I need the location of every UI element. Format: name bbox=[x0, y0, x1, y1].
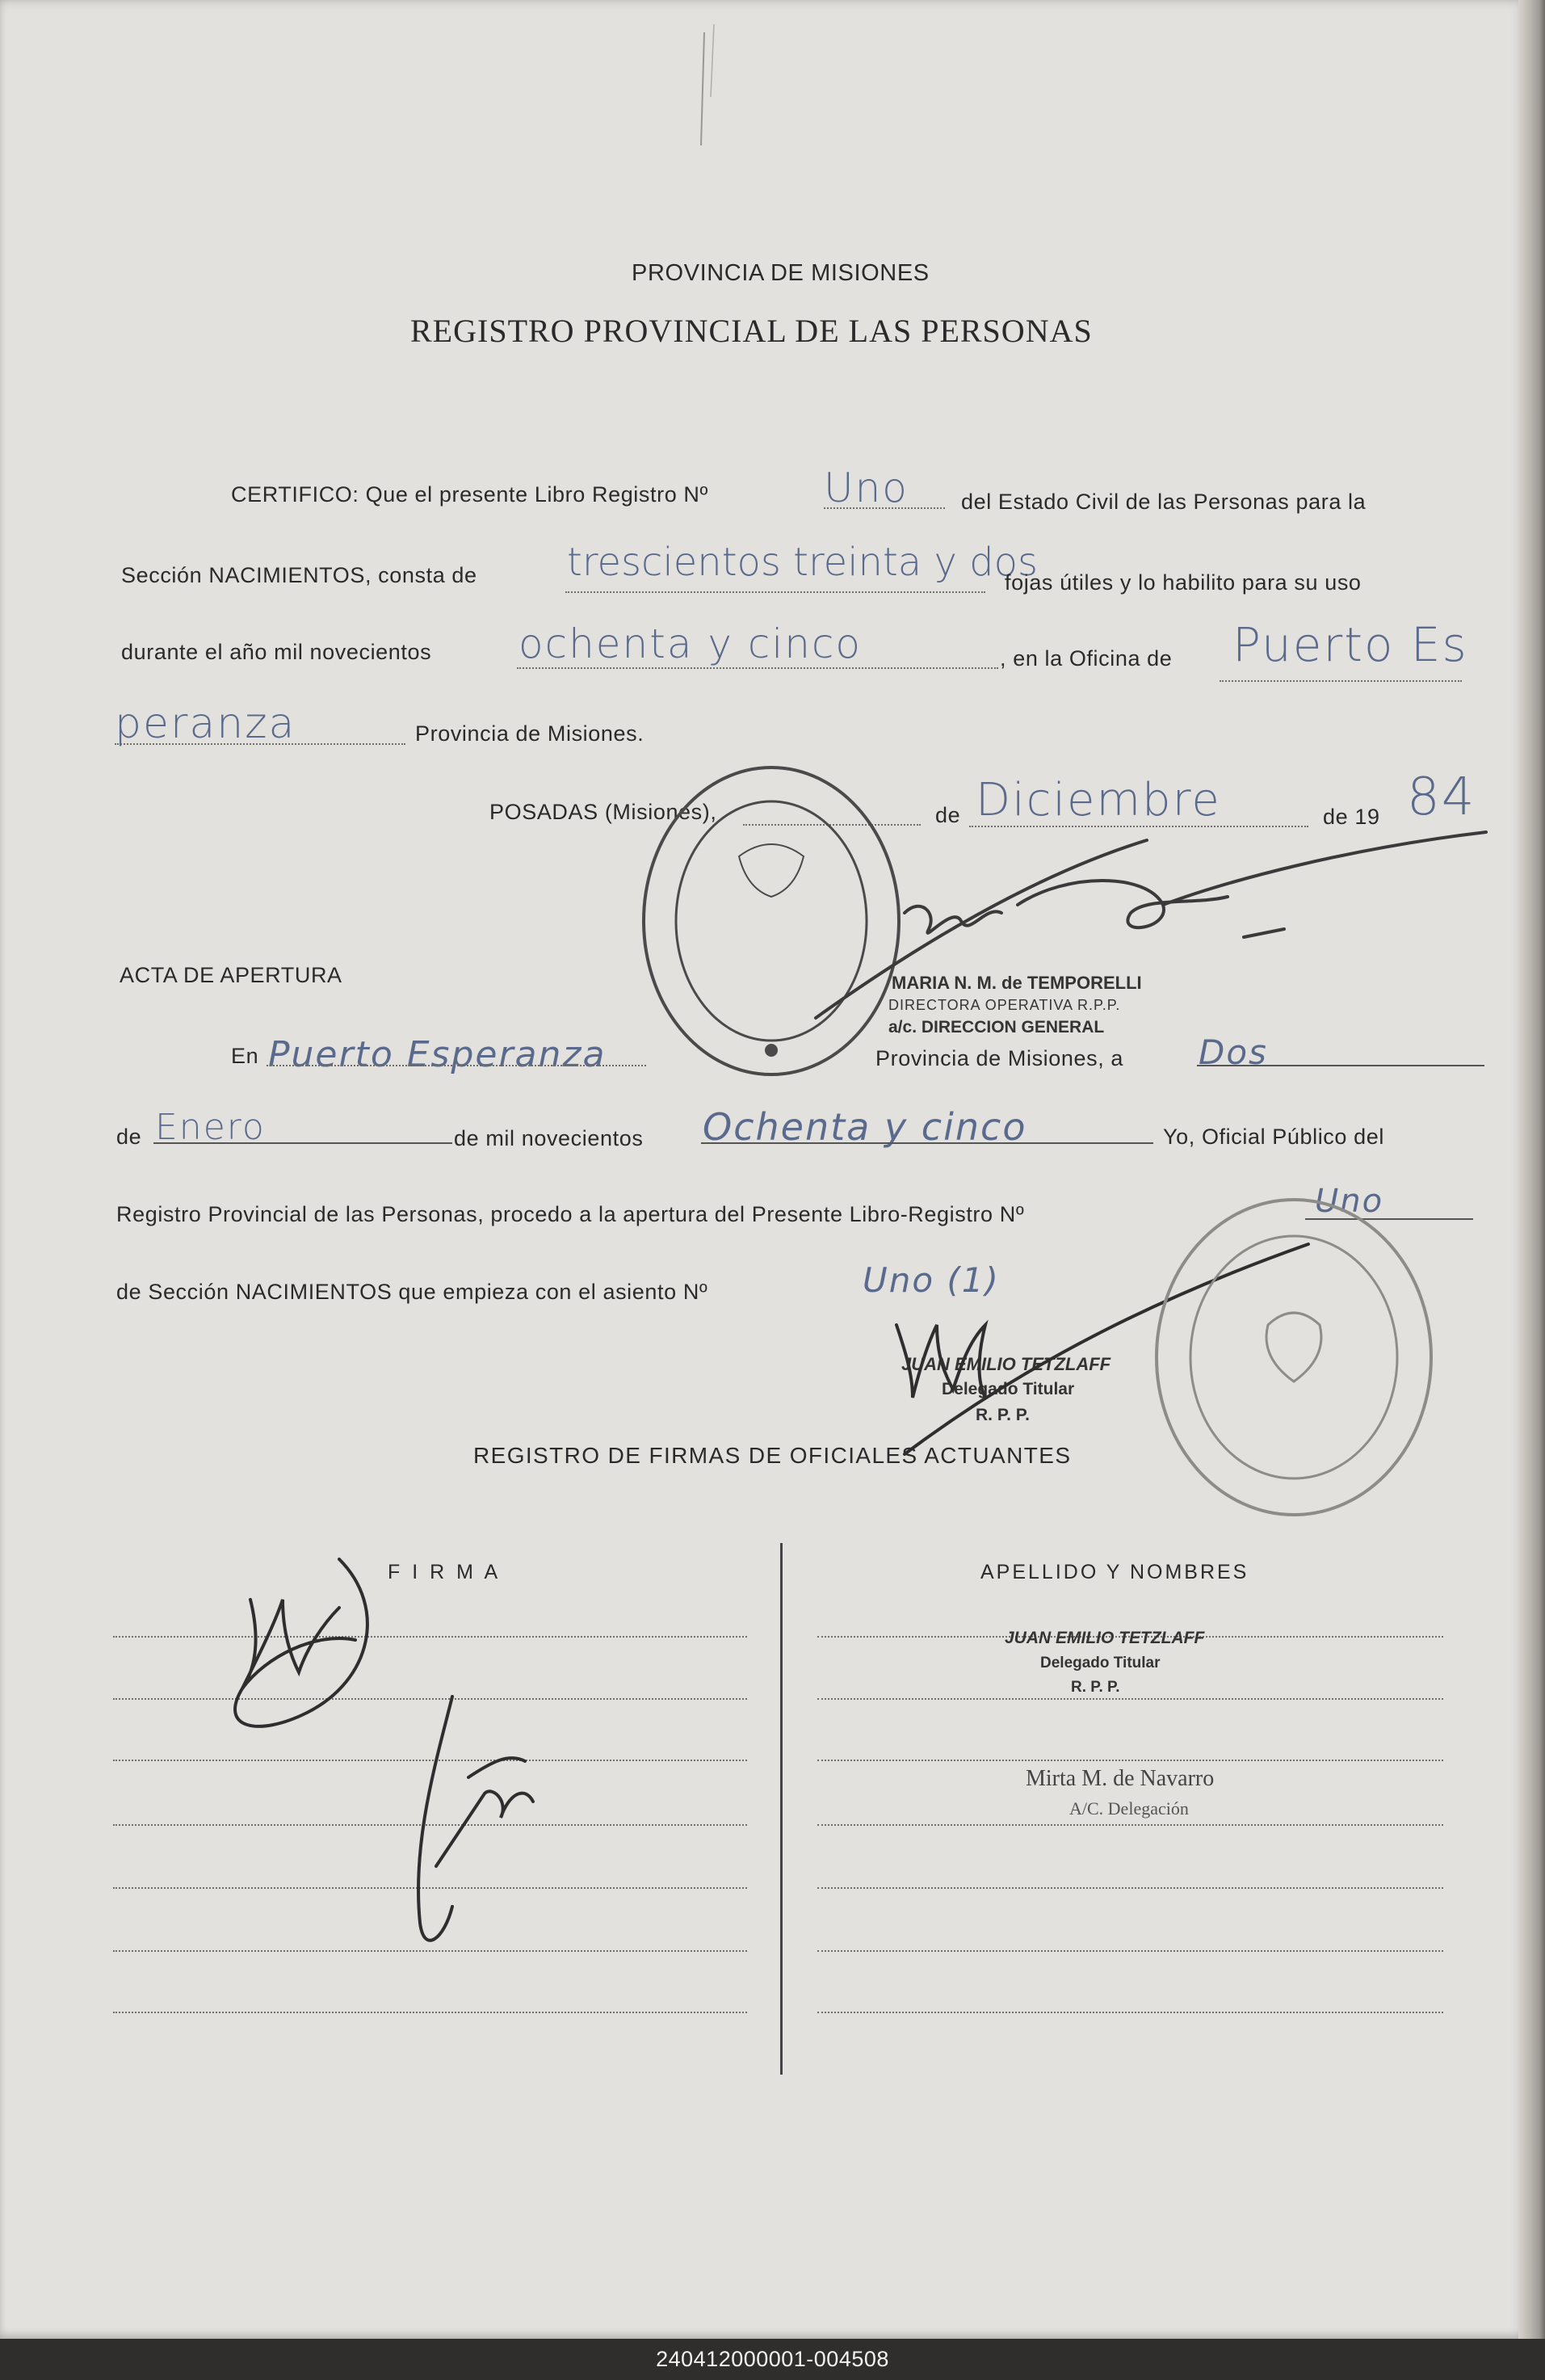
cert-line2-b: fojas útiles y lo habilito para su uso bbox=[1005, 570, 1362, 595]
cert-de: de bbox=[935, 803, 961, 827]
delegado-stamp-name: JUAN EMILIO TETZLAFF bbox=[901, 1354, 1111, 1374]
cert-line3-b: , en la Oficina de bbox=[1000, 646, 1173, 671]
cert-lugar: POSADAS (Misiones), bbox=[489, 800, 717, 824]
footer-id: 240412000001-004508 bbox=[656, 2347, 889, 2371]
cert-libro-handwritten: Uno bbox=[824, 465, 909, 511]
registry-heading: REGISTRO PROVINCIAL DE LAS PERSONAS bbox=[410, 313, 1093, 349]
acta-dia-handwritten: Dos bbox=[1199, 1032, 1268, 1072]
acta-en: En bbox=[231, 1044, 259, 1068]
acta-line3: Registro Provincial de las Personas, procedo a la apertura del Presente Libro-Registro Nº bbox=[116, 1202, 1025, 1226]
acta-yo: Yo, Oficial Público del bbox=[1163, 1125, 1384, 1149]
cert-de19: de 19 bbox=[1323, 805, 1380, 829]
director-signature bbox=[816, 832, 1486, 1018]
delegado-stamp-org: R. P. P. bbox=[976, 1406, 1030, 1424]
delegacion-seal bbox=[1157, 1200, 1431, 1515]
entry1-title: Delegado Titular bbox=[1040, 1655, 1161, 1671]
cert-line1-a: CERTIFICO: Que el presente Libro Registro Nº bbox=[231, 482, 708, 507]
acta-mes-handwritten: Enero bbox=[155, 1107, 266, 1148]
col-firma-header: F I R M A bbox=[388, 1561, 502, 1583]
acta-line4: de Sección NACIMIENTOS que empieza con el asiento Nº bbox=[116, 1280, 708, 1304]
delegado-signature bbox=[896, 1244, 1308, 1454]
acta-lugar-handwritten: Puerto Esperanza bbox=[268, 1034, 607, 1075]
acta-asiento-handwritten: Uno (1) bbox=[863, 1260, 1000, 1300]
cert-line4: Provincia de Misiones. bbox=[415, 721, 644, 746]
firma-signature-2 bbox=[418, 1697, 533, 1941]
acta-de: de bbox=[116, 1125, 142, 1149]
acta-anio-handwritten: Ochenta y cinco bbox=[703, 1105, 1027, 1149]
director-stamp-title: DIRECTORA OPERATIVA R.P.P. bbox=[888, 997, 1121, 1013]
acta-mil: de mil novecientos bbox=[454, 1126, 644, 1150]
director-seal bbox=[644, 767, 899, 1074]
cert-oficina-handwritten-1: Puerto Es bbox=[1232, 617, 1468, 672]
col-nombres-header: APELLIDO Y NOMBRES bbox=[980, 1561, 1249, 1583]
cert-line1-b: del Estado Civil de las Personas para la bbox=[961, 490, 1367, 514]
firma-signature-1 bbox=[235, 1559, 367, 1726]
fold-crease bbox=[701, 24, 714, 145]
province-heading: PROVINCIA DE MISIONES bbox=[632, 260, 930, 286]
entry1-name: JUAN EMILIO TETZLAFF bbox=[1005, 1629, 1205, 1647]
delegado-stamp-title: Delegado Titular bbox=[942, 1380, 1075, 1398]
cert-line3-a: durante el año mil novecientos bbox=[121, 640, 432, 664]
cert-anio-final-handwritten: 84 bbox=[1407, 767, 1476, 827]
acta-heading: ACTA DE APERTURA bbox=[120, 963, 342, 987]
cert-line2-a: Sección NACIMIENTOS, consta de bbox=[121, 563, 477, 587]
director-stamp-dept: a/c. DIRECCION GENERAL bbox=[888, 1018, 1105, 1037]
cert-oficina-handwritten-2: peranza bbox=[115, 700, 296, 748]
entry2-title: A/C. Delegación bbox=[1069, 1798, 1189, 1819]
cert-fojas-handwritten: trescientos treinta y dos bbox=[567, 540, 1038, 585]
director-stamp-name: MARIA N. M. de TEMPORELLI bbox=[892, 973, 1142, 993]
entry1-org: R. P. P. bbox=[1071, 1679, 1120, 1696]
cert-mes-handwritten: Diciembre bbox=[976, 774, 1221, 826]
acta-provincia: Provincia de Misiones, a bbox=[875, 1046, 1124, 1070]
acta-libro-handwritten: Uno bbox=[1315, 1183, 1384, 1220]
entry2-name: Mirta M. de Navarro bbox=[1026, 1766, 1215, 1791]
cert-anio-handwritten: ochenta y cinco bbox=[518, 620, 862, 667]
firmas-heading: REGISTRO DE FIRMAS DE OFICIALES ACTUANTES bbox=[473, 1443, 1072, 1468]
